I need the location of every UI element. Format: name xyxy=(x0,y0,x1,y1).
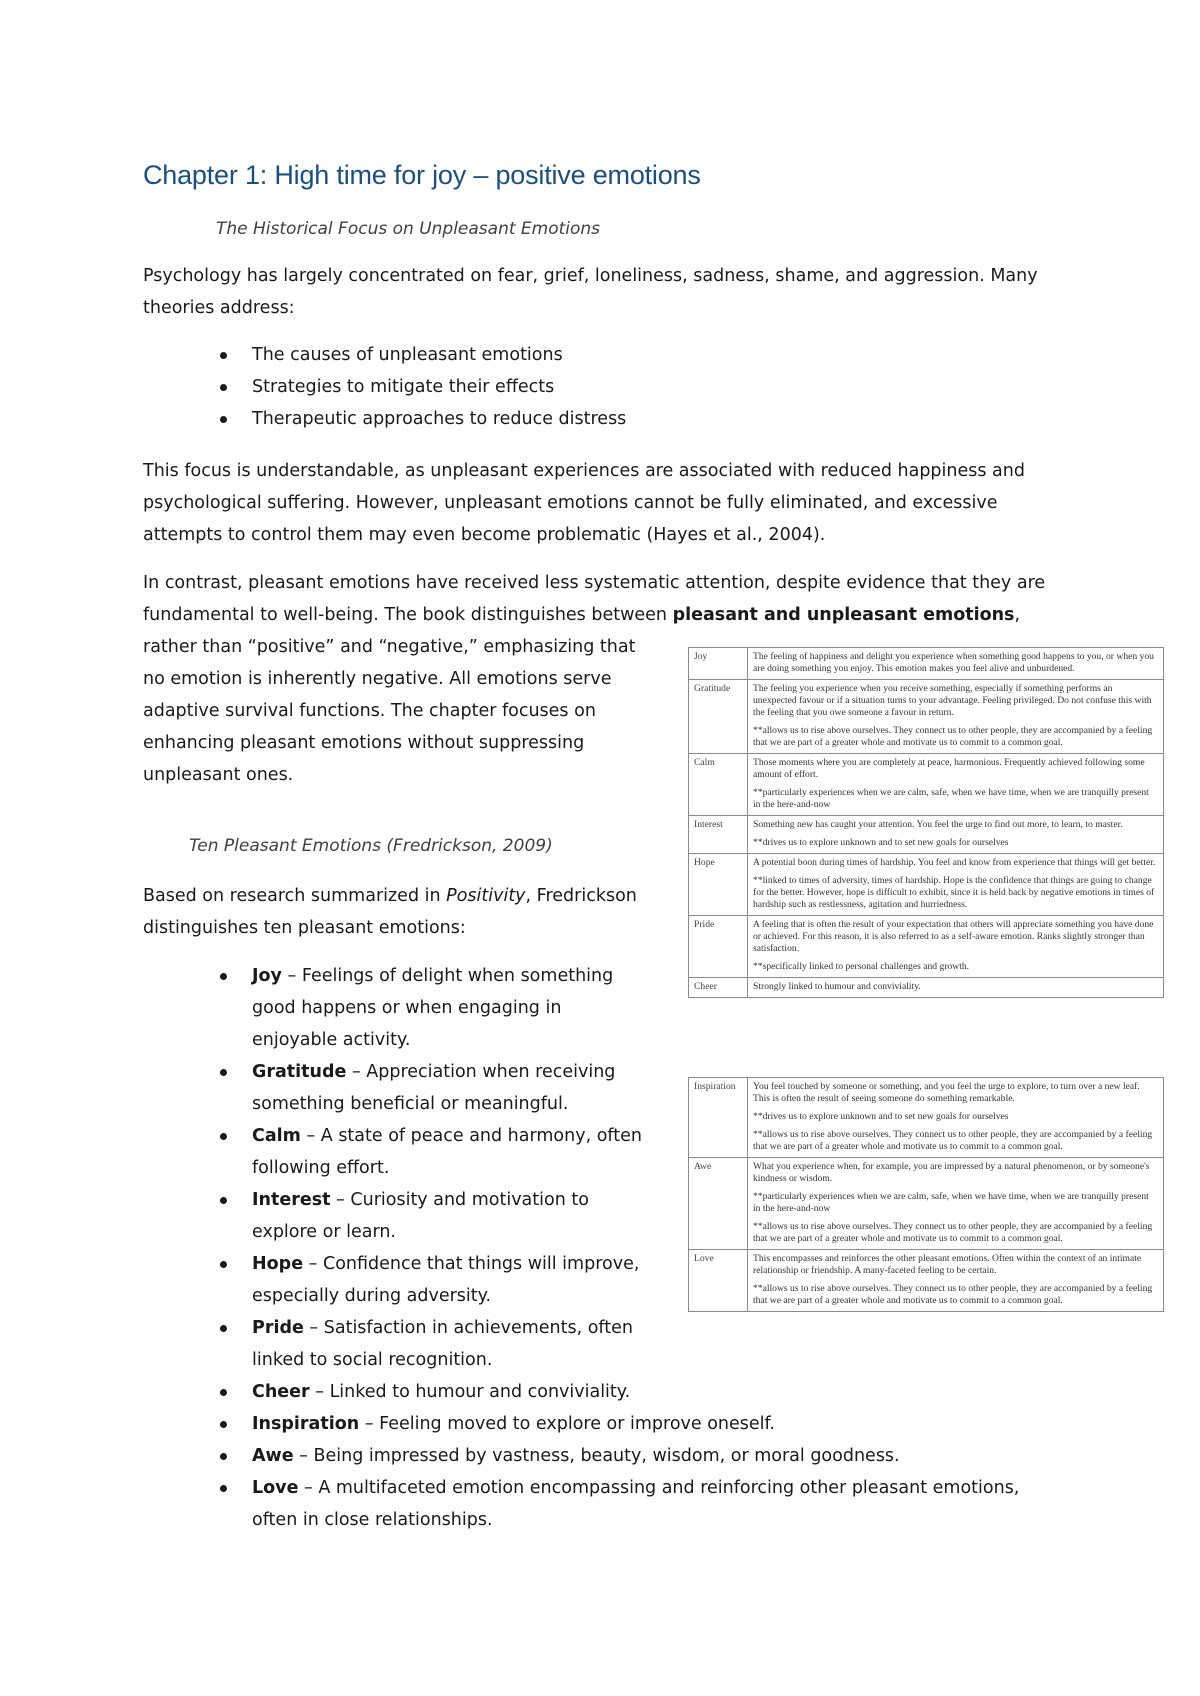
fredrickson-intro: Based on research summarized in Positivity, Fredrickson distinguishes ten pleasant emotions: xyxy=(143,886,637,938)
intro-line-2: theories address: xyxy=(143,298,295,318)
table-cell-emotion: Joy xyxy=(689,648,748,680)
table-cell-emotion: Love xyxy=(689,1250,748,1312)
table-cell-emotion: Cheer xyxy=(689,978,748,998)
list-item-love: Love – A multifaceted emotion encompassing and reinforcing other pleasant emotions, often in close relationships. xyxy=(143,1472,1019,1536)
table-cell-emotion: Awe xyxy=(689,1158,748,1250)
table-cell-emotion: Interest xyxy=(689,816,748,854)
emotions-table-2 xyxy=(688,1077,1164,1312)
table-row xyxy=(689,978,1164,998)
paragraph-line: fundamental to well-being. The book distinguishes between xyxy=(143,605,673,625)
table-cell-emotion: Pride xyxy=(689,916,748,978)
table-cell-emotion: Hope xyxy=(689,854,748,916)
list-item-interest: Interest – Curiosity and motivation to explore or learn. xyxy=(143,1184,1019,1248)
table-cell-emotion: Calm xyxy=(689,754,748,816)
section-heading-historical-focus: The Historical Focus on Unpleasant Emotions xyxy=(216,219,601,239)
table-cell-description: You feel touched by someone or something, and you feel the urge to explore, to turn over a new leaf. This is often the result of seeing someone do something remarkable. **drives us to explore unknown and to set new goals for ourselves **allows us to rise above ourselves. They connect us to other people, they are accompanied by a feeling that we are part of a greater whole and motivate us to commit to a common goal. xyxy=(748,1078,1164,1158)
paragraph-line: unpleasant ones. xyxy=(143,765,294,785)
list-item-joy: Joy – Feelings of delight when something good happens or when engaging in enjoyable activity. xyxy=(143,960,1019,1056)
list-item-awe: Awe – Being impressed by vastness, beauty, wisdom, or moral goodness. xyxy=(143,1440,1019,1472)
intro-paragraph xyxy=(143,260,1038,324)
table-row xyxy=(689,1250,1164,1312)
paragraph-line: In contrast, pleasant emotions have received less systematic attention, despite evidence that they are xyxy=(143,573,1046,593)
table-cell-description: Something new has caught your attention. You feel the urge to find out more, to learn, to master. **drives us to explore unknown and to set new goals for ourselves xyxy=(748,816,1164,854)
book-title: Positivity xyxy=(446,886,526,906)
paragraph-line: no emotion is inherently negative. All emotions serve xyxy=(143,669,612,689)
table-row xyxy=(689,1158,1164,1250)
table-cell-description: Those moments where you are completely at peace, harmonious. Frequently achieved following some amount of effort. **particularly experiences when we are calm, safe, when we have time, when we are tranquilly present in the here-and-now xyxy=(748,754,1164,816)
paragraph-line: This focus is understandable, as unpleasant experiences are associated with reduced happiness and xyxy=(143,461,1025,481)
table-cell-emotion: Gratitude xyxy=(689,680,748,754)
paragraph-line: attempts to control them may even become problematic (Hayes et al., 2004). xyxy=(143,525,826,545)
table-row xyxy=(689,680,1164,754)
bold-phrase: pleasant and unpleasant emotions xyxy=(672,605,1015,625)
table-cell-description: What you experience when, for example, you are impressed by a natural phenomenon, or by someone's kindness or wisdom. **particularly experiences when we are calm, safe, when we have time, when we are tranquilly present in the here-and-now **allows us to rise above ourselves. They connect us to other people, they are accompanied by a feeling that we are part of a greater whole and motivate us to commit to a common goal. xyxy=(748,1158,1164,1250)
paragraph-line: distinguishes ten pleasant emotions: xyxy=(143,918,466,938)
paragraph-line: psychological suffering. However, unpleasant emotions cannot be fully eliminated, and excessive xyxy=(143,493,998,513)
table-cell-description: Strongly linked to humour and conviviality. xyxy=(748,978,1164,998)
table-cell-emotion: Inspiration xyxy=(689,1078,748,1158)
paragraph-line: enhancing pleasant emotions without suppressing xyxy=(143,733,585,753)
table-row xyxy=(689,816,1164,854)
list-item-inspiration: Inspiration – Feeling moved to explore or improve oneself. xyxy=(143,1408,1019,1440)
list-item-gratitude: Gratitude – Appreciation when receiving something beneficial or meaningful. xyxy=(143,1056,1019,1120)
list-item: The causes of unpleasant emotions xyxy=(143,339,626,371)
list-item-calm: Calm – A state of peace and harmony, often following effort. xyxy=(143,1120,1019,1184)
focus-paragraph xyxy=(143,455,1025,551)
table-row xyxy=(689,1078,1164,1158)
table-row xyxy=(689,916,1164,978)
list-item-hope: Hope – Confidence that things will improve, especially during adversity. xyxy=(143,1248,1019,1312)
table-cell-description: A potential boon during times of hardship. You feel and know from experience that things will get better. **linked to times of adversity, times of hardship. Hope is the confidence that things are going to change for the better. However, hope is difficult to exhibit, since it is held back by negative emotions in times of hardship such as restlessness, agitation and hurriedness. xyxy=(748,854,1164,916)
table-cell-description: The feeling of happiness and delight you experience when something good happens to you, or when you are doing something you enjoy. This emotion makes you feel alive and unburdened. xyxy=(748,648,1164,680)
section-heading-ten-emotions: Ten Pleasant Emotions (Fredrickson, 2009) xyxy=(189,836,553,856)
table-row xyxy=(689,854,1164,916)
chapter-title: Chapter 1: High time for joy – positive emotions xyxy=(143,160,701,190)
list-item: Strategies to mitigate their effects xyxy=(143,371,626,403)
list-item-cheer: Cheer – Linked to humour and conviviality. xyxy=(143,1376,1019,1408)
emotions-table-1 xyxy=(688,647,1164,998)
list-item: Therapeutic approaches to reduce distress xyxy=(143,403,626,435)
paragraph-line: adaptive survival functions. The chapter focuses on xyxy=(143,701,596,721)
table-cell-description: This encompasses and reinforces the other pleasant emotions. Often within the context of an intimate relationship or friendship. A many-faceted feeling to be certain. **allows us to rise above ourselves. They connect us to other people, they are accompanied by a feeling that we are part of a greater whole and motivate us to commit to a common goal. xyxy=(748,1250,1164,1312)
paragraph-line: rather than “positive” and “negative,” emphasizing that xyxy=(143,637,636,657)
list-item-pride: Pride – Satisfaction in achievements, often linked to social recognition. xyxy=(143,1312,1019,1376)
contrast-paragraph: In contrast, pleasant emotions have received less systematic attention, despite evidence that they are fundamental to well-being. The book distinguishes between pleasant and unpleasant emotions, rather than “positive” and “negative,” emphasizing that no emotion is inherently negative. All emotions serve adaptive survival functions. The chapter focuses on enhancing pleasant emotions without suppressing unpleasant ones. xyxy=(143,573,1046,785)
intro-line-1: Psychology has largely concentrated on fear, grief, loneliness, sadness, shame, and aggression. Many xyxy=(143,266,1038,286)
theories-bullet-list xyxy=(143,339,626,435)
table-row xyxy=(689,754,1164,816)
table-cell-description: The feeling you experience when you receive something, especially if something performs an unexpected favour or if a situation turns to your advantage. Feeling privileged. Do not confuse this with the feeling that you owe someone a favour in return. **allows us to rise above ourselves. They connect us to other people, they are accompanied by a feeling that we are part of a greater whole and motivate us to commit to a common goal. xyxy=(748,680,1164,754)
table-row xyxy=(689,648,1164,680)
table-cell-description: A feeling that is often the result of your expectation that others will appreciate something you have done or achieved. For this reason, it is also referred to as a self-aware emotion. Ranks slightly stronger than satisfaction. **specifically linked to personal challenges and growth. xyxy=(748,916,1164,978)
